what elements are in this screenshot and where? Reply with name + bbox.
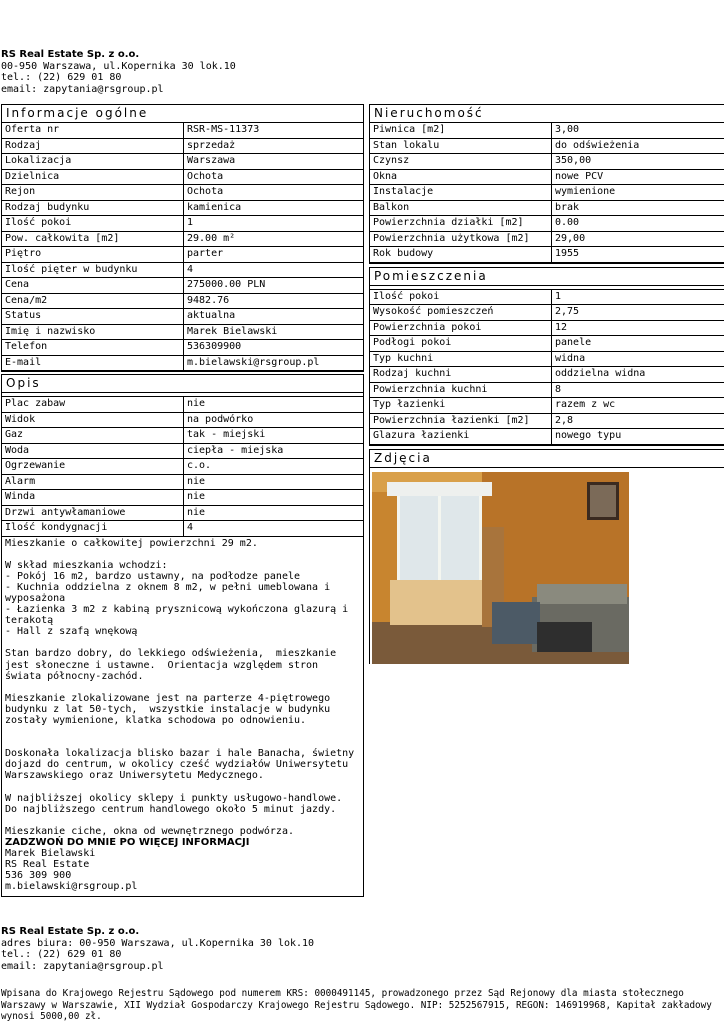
table-row — [2, 201, 363, 217]
table-row — [370, 398, 724, 414]
table-row — [2, 170, 363, 186]
row-value: RSR-MS-11373 — [187, 124, 260, 135]
row-value: na podwórko — [187, 413, 254, 425]
table-row — [370, 232, 724, 248]
description-table — [2, 396, 363, 537]
row-label: Powierzchnia łazienki [m2] — [370, 414, 552, 429]
rooms-section — [369, 267, 724, 446]
table-row — [2, 506, 363, 522]
row-value: nie — [187, 506, 206, 518]
table-row — [370, 352, 724, 368]
row-value: 12 — [555, 321, 568, 333]
row-label: Cena — [2, 278, 184, 293]
row-label: Ilość pokoi — [2, 216, 184, 231]
rooms-table — [370, 289, 724, 445]
table-row — [2, 216, 363, 232]
row-label: Status — [2, 309, 184, 324]
row-value: Marek Bielawski — [187, 325, 278, 337]
table-row — [370, 123, 724, 139]
row-label: Ogrzewanie — [2, 459, 184, 474]
row-label: Cena/m2 — [2, 294, 184, 309]
legal-notice: Wpisana do Krajowego Rejestru Sądowego pod numerem KRS: 0000491145, prowadzonego przez Sąd Rejonowy dla miasta stołecznego Warszawy w Warszawie, XII Wydział Gospodarczy Krajowego Rejestru Sądowego. NIP: 5252567915, REGON: 146919968, Kapitał zakładowy wynosi 5000,00 zł. — [1, 988, 712, 1022]
photos-section — [369, 449, 724, 664]
table-row — [370, 414, 724, 430]
company-address: 00-950 Warszawa, ul.Kopernika 30 lok.10 — [1, 60, 236, 72]
row-value: Ochota — [187, 186, 224, 197]
row-value: panele — [555, 337, 592, 348]
call-to-action: ZADZWOŃ DO MNIE PO WIĘCEJ INFORMACJI — [5, 837, 250, 849]
row-label: Stan lokalu — [370, 139, 552, 154]
row-value: 1955 — [555, 248, 580, 259]
row-label: Glazura łazienki — [370, 429, 552, 444]
row-label: Dzielnica — [2, 170, 184, 185]
section-title: Informacje ogólne — [2, 105, 363, 123]
table-row — [370, 139, 724, 155]
table-row — [2, 521, 363, 537]
row-label: Piętro — [2, 247, 184, 262]
row-label: Woda — [2, 444, 184, 459]
table-row — [2, 247, 363, 263]
table-row — [370, 367, 724, 383]
row-label: E-mail — [2, 356, 184, 371]
table-row — [2, 185, 363, 201]
table-row — [370, 154, 724, 170]
row-value: 9482.76 — [187, 294, 230, 306]
row-value: 4 — [187, 522, 194, 533]
table-row — [370, 201, 724, 217]
general-info-section — [1, 104, 364, 372]
row-label: Drzwi antywłamaniowe — [2, 506, 184, 521]
row-value: brak — [555, 201, 580, 213]
row-value: c.o. — [187, 460, 212, 471]
row-value: 536309900 — [187, 341, 242, 352]
row-value: 3,00 — [555, 124, 580, 135]
footer — [1, 926, 314, 972]
table-row — [2, 475, 363, 491]
description-section — [1, 374, 364, 897]
row-value: widna — [555, 352, 586, 364]
row-value: oddzielna widna — [555, 368, 646, 379]
company-phone: tel.: (22) 629 01 80 — [1, 72, 122, 83]
property-section — [369, 104, 724, 264]
row-label: Widok — [2, 413, 184, 428]
row-value: sprzedaż — [187, 139, 236, 151]
company-email: email: zapytania@rsgroup.pl — [1, 83, 164, 95]
row-value: 29.00 m² — [187, 232, 236, 244]
section-title: Nieruchomość — [370, 105, 724, 123]
row-value: 2,8 — [555, 414, 574, 426]
photo-container — [370, 468, 724, 664]
table-row — [370, 336, 724, 352]
row-label: Rodzaj budynku — [2, 201, 184, 216]
footer-address: adres biura: 00-950 Warszawa, ul.Kopernika 30 lok.10 — [1, 937, 315, 949]
row-label: Ilość pokoi — [370, 290, 552, 305]
left-column — [1, 104, 364, 899]
row-label: Instalacje — [370, 185, 552, 200]
table-row — [2, 397, 363, 413]
table-row — [370, 305, 724, 321]
row-label: Powierzchnia pokoi — [370, 321, 552, 336]
row-label: Rejon — [2, 185, 184, 200]
row-label: Powierzchnia działki [m2] — [370, 216, 552, 231]
table-row — [370, 383, 724, 399]
row-value: razem z wc — [555, 399, 616, 410]
description-body: Mieszkanie o całkowitej powierzchni 29 m2. W skład mieszkania wchodzi: - Pokój 16 m2, bardzo ustawny, na podłodze panele - Kuchnia oddzielna z oknem 8 m2, w pełni umeblowana i wyposażona - Łazienka 3 m2 z kabiną prysznicową wykończona glazurą i terakotą - Hall z szafą wnękową Stan bardzo dobry, do lekkiego odświeżenia, mieszkanie jest słoneczne i ustawne. Orientacja względem stron świata północny-zachód. Mieszkanie zlokalizowane jest na parterze 4-piętrowego budynku z lat 50-tych, wszystkie instalacje w budynku zostały wymienione, klatka schodowa po odnowieniu. Doskonała lokalizacja blisko bazar i hale Banacha, świetny dojazd do centrum, w okolicy cześć wydziałów Uniwersytetu Warszawskiego oraz Uniwersytetu Medycznego. W najbliższej okolicy sklepy i punkty usługowo-handlowe. Do najbliższego centrum handlowego około 5 minut jazdy. Mieszkanie ciche, okna od wewnętrznego podwórza. — [5, 537, 355, 837]
row-label: Telefon — [2, 340, 184, 355]
row-value: 275000.00 PLN — [187, 279, 266, 290]
row-label: Powierzchnia użytkowa [m2] — [370, 232, 552, 247]
right-column — [369, 104, 724, 666]
row-value: nie — [187, 398, 206, 409]
row-label: Oferta nr — [2, 123, 184, 138]
table-row — [2, 232, 363, 248]
table-row — [2, 444, 363, 460]
row-label: Okna — [370, 170, 552, 185]
company-header — [1, 49, 236, 95]
row-value: parter — [187, 248, 224, 259]
table-row — [2, 263, 363, 279]
table-row — [2, 413, 363, 429]
table-row — [2, 154, 363, 170]
row-label: Czynsz — [370, 154, 552, 169]
row-label: Pow. całkowita [m2] — [2, 232, 184, 247]
table-row — [2, 123, 363, 139]
table-row — [370, 290, 724, 306]
row-value: kamienica — [187, 201, 242, 213]
general-info-table — [2, 123, 363, 371]
row-value: tak - miejski — [187, 429, 266, 440]
table-row — [2, 309, 363, 325]
section-title: Pomieszczenia — [370, 268, 724, 286]
table-row — [2, 490, 363, 506]
row-value: 8 — [555, 383, 562, 395]
footer-phone: tel.: (22) 629 01 80 — [1, 949, 122, 960]
company-name: RS Real Estate Sp. z o.o. — [1, 49, 140, 60]
agent-contact: Marek Bielawski RS Real Estate 536 309 900 m.bielawski@rsgroup.pl — [5, 848, 138, 893]
footer-company-name: RS Real Estate Sp. z o.o. — [1, 926, 140, 937]
table-row — [2, 459, 363, 475]
table-row — [370, 321, 724, 337]
row-label: Powierzchnia kuchni — [370, 383, 552, 398]
property-table — [370, 123, 724, 263]
row-label: Piwnica [m2] — [370, 123, 552, 138]
row-value: 0.00 — [555, 217, 580, 228]
row-label: Alarm — [2, 475, 184, 490]
table-row — [2, 139, 363, 155]
row-label: Imię i nazwisko — [2, 325, 184, 340]
row-label: Typ kuchni — [370, 352, 552, 367]
row-label: Gaz — [2, 428, 184, 443]
row-value[interactable]: m.bielawski@rsgroup.pl — [187, 356, 320, 368]
row-value: do odświeżenia — [555, 139, 640, 151]
table-row — [2, 356, 363, 372]
row-label: Ilość kondygnacji — [2, 521, 184, 536]
row-value: 1 — [555, 290, 562, 302]
row-value: Warszawa — [187, 155, 236, 166]
row-label: Lokalizacja — [2, 154, 184, 169]
row-value: wymienione — [555, 186, 616, 197]
table-row — [2, 325, 363, 341]
row-label: Rodzaj — [2, 139, 184, 154]
row-label: Winda — [2, 490, 184, 505]
row-value: nie — [187, 491, 206, 502]
table-row — [370, 170, 724, 186]
section-title: Opis — [2, 375, 363, 393]
row-value: ciepła - miejska — [187, 444, 284, 456]
row-value: 1 — [187, 217, 194, 228]
row-value: Ochota — [187, 170, 224, 182]
description-text — [2, 537, 363, 896]
row-label: Plac zabaw — [2, 397, 184, 412]
apartment-photo[interactable] — [372, 472, 629, 664]
row-label: Typ łazienki — [370, 398, 552, 413]
row-value: 29,00 — [555, 232, 586, 244]
row-value: 2,75 — [555, 306, 580, 317]
row-value: 4 — [187, 263, 194, 275]
table-row — [370, 185, 724, 201]
table-row — [2, 294, 363, 310]
table-row — [2, 278, 363, 294]
row-value: 350,00 — [555, 155, 592, 166]
row-label: Ilość pięter w budynku — [2, 263, 184, 278]
row-label: Balkon — [370, 201, 552, 216]
table-row — [370, 247, 724, 263]
table-row — [370, 216, 724, 232]
table-row — [2, 340, 363, 356]
row-label: Rodzaj kuchni — [370, 367, 552, 382]
row-value: nie — [187, 475, 206, 487]
row-value: nowego typu — [555, 430, 622, 441]
row-value: aktualna — [187, 310, 236, 321]
table-row — [2, 428, 363, 444]
row-label: Wysokość pomieszczeń — [370, 305, 552, 320]
row-label: Rok budowy — [370, 247, 552, 262]
table-row — [370, 429, 724, 445]
section-title: Zdjęcia — [370, 450, 724, 468]
footer-email: email: zapytania@rsgroup.pl — [1, 960, 164, 972]
row-label: Podłogi pokoi — [370, 336, 552, 351]
row-value: nowe PCV — [555, 170, 604, 182]
